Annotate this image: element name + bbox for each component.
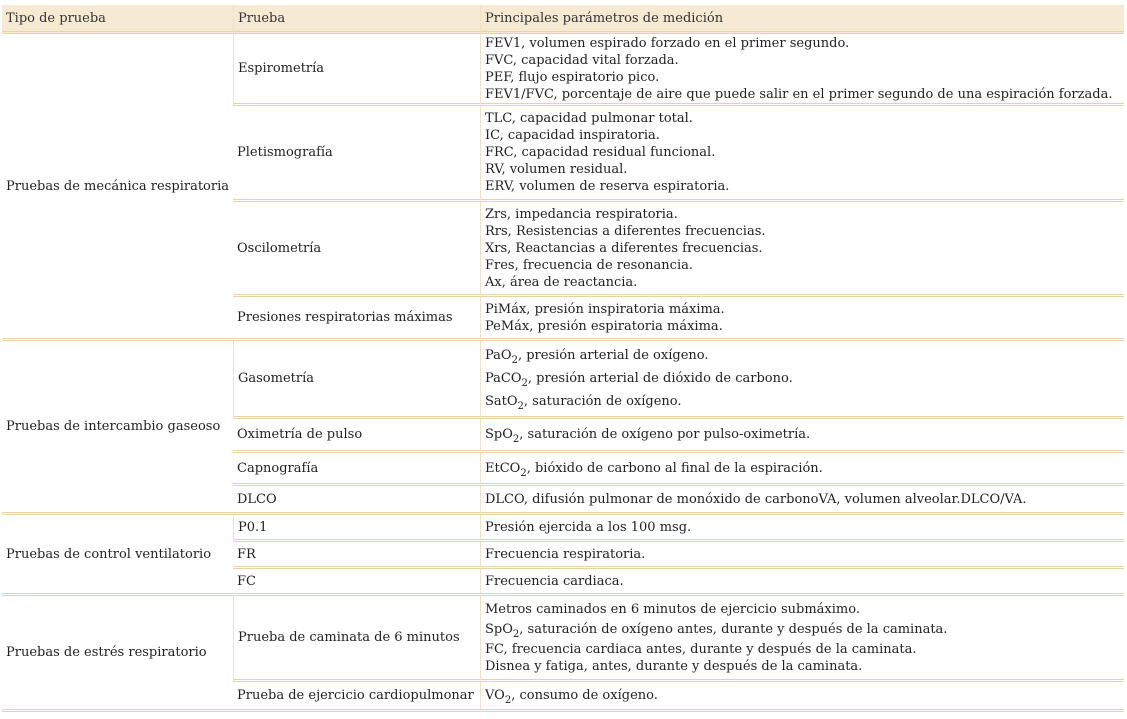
parameter-text: IC, capacidad inspiratoria. [485,128,660,143]
parameter-line [485,86,1120,103]
parameter-line [485,52,1120,69]
parameter-line [485,457,1120,480]
parameter-line [485,144,1120,161]
subscript: 2 [511,355,518,366]
parameter-line [485,641,1120,658]
parameter-line [485,344,1120,367]
test-name: Gasometría [233,341,480,419]
test-category: Pruebas de intercambio gaseoso [2,341,233,515]
parameter-line [485,35,1120,52]
parameter-line [485,658,1120,675]
parameter-text: PEF, flujo espiratorio pico. [485,69,660,85]
parameter-text: PiMáx, presión inspiratoria máxima. [485,301,725,317]
parameter-line [485,206,1120,223]
parameter-line [485,178,1120,195]
parameter-text: VO [485,688,505,703]
parameter-line [485,69,1120,86]
table-row [2,34,1124,106]
parameter-line [485,618,1120,641]
parameter-line [485,301,1120,318]
parameter-text: TLC, capacidad pulmonar total. [485,111,693,126]
parameter-line [485,318,1120,335]
subscript: 2 [512,434,520,445]
test-parameters [480,419,1124,453]
parameter-line [485,684,1120,707]
test-parameters [480,542,1124,569]
test-category: Pruebas de estrés respiratorio [2,596,233,712]
parameter-text: SpO [485,621,513,637]
test-parameters [480,106,1124,202]
parameter-text: DLCO, difusión pulmonar de monóxido de carbonoVA, volumen alveolar.DLCO/VA. [485,491,1027,507]
parameter-text: Rrs, Resistencias a diferentes frecuencias. [485,223,766,239]
parameter-text: Disnea y fatiga, antes, durante y después de la caminata. [485,658,863,674]
parameter-text: ERV, volumen de reserva espiratoria. [485,179,730,194]
parameter-text: FRC, capacidad residual funcional. [485,145,716,160]
test-name: Espirometría [233,34,480,106]
parameter-text: RV, volumen residual. [485,162,628,177]
parameter-text: FEV1, volumen espirado forzado en el primer segundo. [485,35,850,51]
parameter-text: Presión ejercida a los 100 msg. [485,519,692,535]
parameter-text: Ax, área de reactancia. [485,274,638,290]
table-row [2,341,1124,419]
subscript: 2 [504,695,512,706]
parameter-text: , consumo de oxígeno. [511,688,658,703]
table-row [2,596,1124,682]
parameter-line [485,161,1120,178]
test-name: Presiones respiratorias máximas [233,297,480,341]
parameter-text: , saturación de oxígeno antes, durante y después de la caminata. [519,621,948,637]
parameter-line [485,491,1120,508]
subscript: 2 [517,401,524,412]
parameter-text: EtCO [485,460,521,476]
test-parameters [480,453,1124,486]
test-name: Capnografía [233,453,480,486]
parameter-text: , saturación de oxígeno por pulso-oximetría. [519,427,811,442]
parameter-text: Fres, frecuencia de resonancia. [485,257,693,273]
test-parameters [480,297,1124,341]
parameter-text: , presión arterial de oxígeno. [517,348,709,363]
test-name: Prueba de ejercicio cardiopulmonar [233,682,480,712]
parameter-text: , presión arterial de dióxido de carbono. [527,371,793,386]
parameter-line [485,274,1120,291]
table-body [2,34,1124,712]
header-params: Principales parámetros de medición [480,5,1124,34]
parameter-text: FC, frecuencia cardiaca antes, durante y después de la caminata. [485,641,917,657]
subscript: 2 [520,467,527,479]
test-name: Pletismografía [233,106,480,202]
test-parameters [480,202,1124,297]
parameter-text: Zrs, impedancia respiratoria. [485,206,678,222]
test-parameters [480,596,1124,682]
parameter-text: Frecuencia cardiaca. [485,573,624,589]
parameter-line [485,223,1120,240]
parameter-text: PaCO [485,371,522,386]
test-name: P0.1 [233,515,480,542]
parameter-text: PaO [485,348,512,363]
header-prueba: Prueba [233,5,480,34]
test-name: DLCO [233,486,480,515]
medical-tests-table [2,5,1124,712]
subscript: 2 [512,628,520,640]
test-name: Oximetría de pulso [233,419,480,453]
table-row [2,515,1124,542]
test-name: Oscilometría [233,202,480,297]
parameter-line [485,127,1120,144]
test-name: FC [233,569,480,596]
test-parameters [480,486,1124,515]
table-header-row [2,5,1124,34]
parameter-line [485,367,1120,390]
parameter-text: SpO [485,427,513,442]
parameter-text: Frecuencia respiratoria. [485,546,646,562]
test-parameters [480,515,1124,542]
parameter-line [485,423,1120,446]
parameter-line [485,240,1120,257]
parameter-text: Xrs, Reactancias a diferentes frecuencias. [485,240,763,256]
parameter-line [485,519,1120,536]
parameter-line [485,601,1120,618]
parameter-text: , bióxido de carbono al final de la espiración. [526,460,823,476]
test-parameters [480,682,1124,712]
parameter-line [485,110,1120,127]
parameter-text: FEV1/FVC, porcentaje de aire que puede salir en el primer segundo de una espiración forzada. [485,86,1113,102]
parameter-text: Metros caminados en 6 minutos de ejercicio submáximo. [485,601,860,617]
parameter-line [485,390,1120,413]
test-name: Prueba de caminata de 6 minutos [233,596,480,682]
test-category: Pruebas de mecánica respiratoria [2,34,233,341]
test-parameters [480,569,1124,596]
parameter-text: FVC, capacidad vital forzada. [485,52,679,68]
test-parameters [480,34,1124,106]
parameter-text: PeMáx, presión espiratoria máxima. [485,318,723,334]
test-parameters [480,341,1124,419]
test-name: FR [233,542,480,569]
parameter-line [485,257,1120,274]
subscript: 2 [521,378,528,389]
parameter-line [485,546,1120,563]
parameter-text: , saturación de oxígeno. [523,394,682,409]
parameter-text: SatO [485,394,518,409]
parameter-line [485,573,1120,590]
test-category: Pruebas de control ventilatorio [2,515,233,596]
header-tipo: Tipo de prueba [2,5,233,34]
